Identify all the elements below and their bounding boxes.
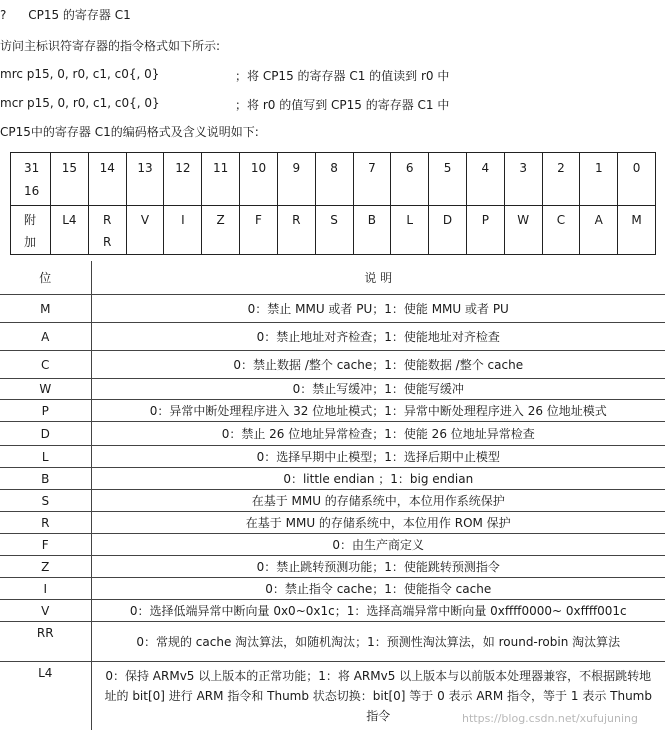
bit-number-row [11, 153, 656, 206]
bit-description-cell: 0：保持 ARMv5 以上版本的正常功能；1：将 ARMv5 以上版本与以前版本处理器兼容，不根据跳转地址的 bit[0] 进行 ARM 指令和 Thumb 状态切换：bit[0] 等于 0 表示 ARM 指令，等于 1 表示 Thumb 指令 [91, 662, 665, 730]
table-row [0, 446, 665, 468]
field-name-cell: I [164, 206, 202, 255]
bit-name-cell: C [0, 351, 91, 379]
bit-description-cell: 0：禁止跳转预测功能；1：使能跳转预测指令 [91, 556, 665, 578]
bit-number-cell: 12 [164, 153, 202, 206]
bit-description-cell: 0：选择早期中止模型；1：选择后期中止模型 [91, 446, 665, 468]
table-row [0, 556, 665, 578]
field-name-cell: A [580, 206, 618, 255]
table-row [0, 468, 665, 490]
bit-name-cell: L4 [0, 662, 91, 730]
bit-number-cell: 1 [580, 153, 618, 206]
bit-number-cell: 0 [618, 153, 656, 206]
field-name-cell: R [277, 206, 315, 255]
bit-description-cell: 0：由生产商定义 [91, 534, 665, 556]
section-heading [0, 6, 131, 23]
watermark-text: https://blog.csdn.net/xufujuning [462, 712, 638, 725]
bit-number-cell: 7 [353, 153, 391, 206]
table-row [0, 295, 665, 323]
encoding-caption: CP15中的寄存器 C1的编码格式及含义说明如下: [0, 125, 259, 139]
bit-name-cell: L [0, 446, 91, 468]
bit-name-cell: B [0, 468, 91, 490]
bit-number-cell: 13 [126, 153, 164, 206]
bit-name-cell: R [0, 512, 91, 534]
bit-name-cell: I [0, 578, 91, 600]
bit-description-cell: 0：选择低端异常中断向量 0x0~0x1c；1：选择高端异常中断向量 0xffff0000~ 0xffff001c [91, 600, 665, 622]
bit-name-cell: W [0, 379, 91, 400]
instruction-code: mcr p15, 0, r0, c1, c0{, 0} [0, 96, 160, 110]
bit-description-cell: 0：little endian ；1：big endian [91, 468, 665, 490]
bit-name-cell: F [0, 534, 91, 556]
bit-number-cell: 4 [466, 153, 504, 206]
bit-description-cell: 在基于 MMU 的存储系统中，本位用作 ROM 保护 [91, 512, 665, 534]
instruction-mcr [0, 96, 160, 110]
section-title: CP15 的寄存器 C1 [28, 8, 131, 22]
bit-description-cell: 0：禁止地址对齐检查；1：使能地址对齐检查 [91, 323, 665, 351]
bit-number-cell: 14 [88, 153, 126, 206]
field-name-cell: P [466, 206, 504, 255]
table-header-row [0, 261, 665, 295]
table-row [0, 600, 665, 622]
field-name-cell: F [240, 206, 278, 255]
bit-description-cell: 在基于 MMU 的存储系统中，本位用作系统保护 [91, 490, 665, 512]
field-name-row [11, 206, 656, 255]
field-name-cell: C [542, 206, 580, 255]
instruction-comment: ；将 r0 的值写到 CP15 的寄存器 C1 中 [235, 98, 450, 112]
table-row [0, 351, 665, 379]
column-header-bit: 位 [0, 261, 91, 295]
field-name-cell: L4 [51, 206, 89, 255]
bit-number-cell: 2 [542, 153, 580, 206]
bit-number-cell: 11 [202, 153, 240, 206]
register-bit-table [10, 152, 656, 255]
bit-number-cell: 9 [277, 153, 315, 206]
table-row [0, 379, 665, 400]
field-name-cell: D [429, 206, 467, 255]
table-row [0, 622, 665, 662]
bit-name-cell: S [0, 490, 91, 512]
field-name-cell: 附 加 [11, 206, 51, 255]
bit-number-cell: 3 [504, 153, 542, 206]
bit-number-cell: 5 [429, 153, 467, 206]
bit-description-cell: 0：禁止 26 位地址异常检查；1：使能 26 位地址异常检查 [91, 422, 665, 446]
bit-description-cell: 0：禁止数据 /整个 cache；1：使能数据 /整个 cache [91, 351, 665, 379]
field-name-cell: S [315, 206, 353, 255]
field-name-cell: R R [88, 206, 126, 255]
bit-description-cell: 0：禁止 MMU 或者 PU；1：使能 MMU 或者 PU [91, 295, 665, 323]
instruction-mrc [0, 67, 159, 81]
bit-description-cell: 0：禁止指令 cache；1：使能指令 cache [91, 578, 665, 600]
bullet-marker: ? [0, 8, 7, 22]
bit-name-cell: A [0, 323, 91, 351]
bit-description-table [0, 261, 665, 730]
table-row [0, 512, 665, 534]
field-name-cell: Z [202, 206, 240, 255]
bit-number-cell: 15 [51, 153, 89, 206]
field-name-cell: B [353, 206, 391, 255]
bit-name-cell: D [0, 422, 91, 446]
field-name-cell: L [391, 206, 429, 255]
bit-description-cell: 0：常规的 cache 淘汰算法，如随机淘汰；1：预测性淘汰算法，如 round-robin 淘汰算法 [91, 622, 665, 662]
bit-name-cell: Z [0, 556, 91, 578]
field-name-cell: V [126, 206, 164, 255]
bit-number-cell: 8 [315, 153, 353, 206]
bit-number-cell: 10 [240, 153, 278, 206]
field-name-cell: M [618, 206, 656, 255]
table-row [0, 490, 665, 512]
bit-number-cell: 6 [391, 153, 429, 206]
bit-name-cell: P [0, 400, 91, 422]
column-header-description: 说 明 [364, 271, 393, 285]
bit-description-cell: 0：异常中断处理程序进入 32 位地址模式；1：异常中断处理程序进入 26 位地址模式 [91, 400, 665, 422]
bit-name-cell: RR [0, 622, 91, 662]
table-row [0, 534, 665, 556]
table-row [0, 422, 665, 446]
bit-name-cell: V [0, 600, 91, 622]
table-row [0, 323, 665, 351]
bit-description-cell: 0：禁止写缓冲；1：使能写缓冲 [91, 379, 665, 400]
bit-number-cell: 31 16 [11, 153, 51, 206]
instruction-comment: ；将 CP15 的寄存器 C1 的值读到 r0 中 [235, 69, 450, 83]
field-name-cell: W [504, 206, 542, 255]
table-row [0, 578, 665, 600]
table-row [0, 400, 665, 422]
intro-text: 访问主标识符寄存器的指令格式如下所示: [0, 39, 221, 53]
bit-name-cell: M [0, 295, 91, 323]
instruction-code: mrc p15, 0, r0, c1, c0{, 0} [0, 67, 160, 81]
